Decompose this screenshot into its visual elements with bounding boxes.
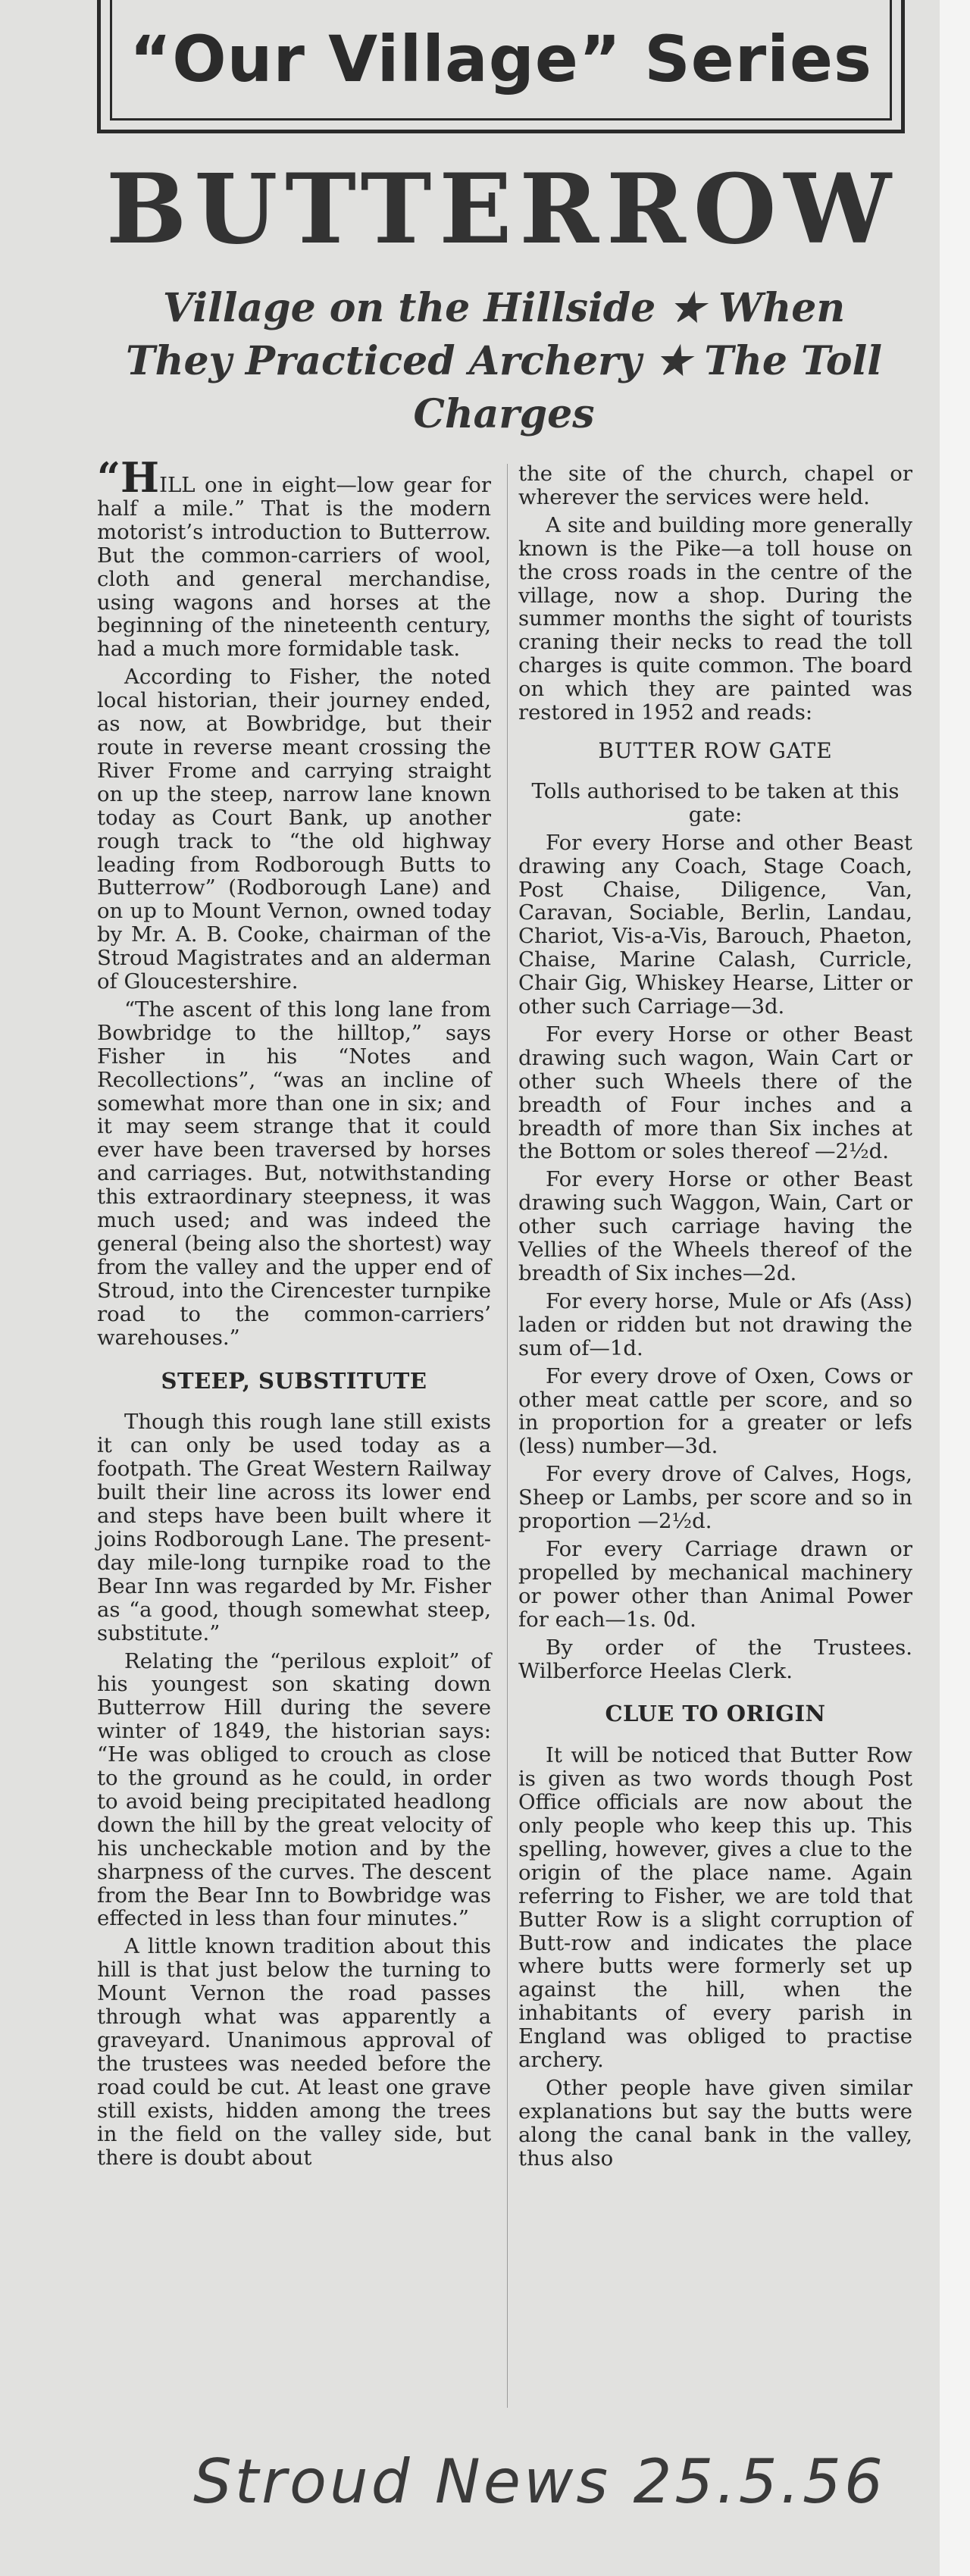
paper-edge [940, 0, 970, 2576]
section-heading: STEEP, SUBSTITUTE [161, 1367, 427, 1394]
toll-item: For every horse, Mule or Afs (Ass) laden or ridden but not drawing the sum of—1d. [518, 1288, 912, 1360]
trustees-order: By order of the Trustees. Wilberforce Heelas Clerk. [518, 1635, 912, 1683]
toll-item: For every drove of Calves, Hogs, Sheep or Lambs, per score and so in proportion —2½d. [518, 1462, 912, 1534]
paragraph: “The ascent of this long lane from Bowbridge to the hilltop,” says Fisher in his “Notes and Recollections”, “was an incline of somewhat more than one in six; and it may seem strange that it could ever have been traversed by horses and carriages. But, notwithstanding this extraordinary steepness, it was much used; and was indeed the general (being also the shortest) way from the valley and the upper end of Stroud, into the Cirencester turnpike road to the common-carriers’ warehouses.” [97, 997, 491, 1350]
series-title-frame [110, 0, 892, 121]
series-title-box [97, 0, 905, 133]
paragraph: Relating the “perilous exploit” of his youngest son skating down Butterrow Hill during the severe winter of 1849, the historian says: “He was obliged to crouch as close to the ground as he could, in order to avoid being precipitated headlong down the hill by the great velocity of his uncheckable motion and by the sharpness of the curves. The descent from the Bear Inn to Bowbridge was effected in less than four minutes.” [97, 1648, 491, 1931]
toll-item: For every Horse or other Beast drawing such wagon, Wain Cart or other such Wheels there of the breadth of Four inches and a breadth of more than Six inches at the Bottom or soles thereof —2½d. [518, 1022, 912, 1164]
paragraph-text: ILL one in eight—low gear for half a mile.” That is the modern motorist’s introduction to Butterrow. But the common-carriers of wool, cloth and general merchandise, using wagons and horses at the beginning of the nineteenth century, had a much more formidable task. [97, 473, 491, 662]
paragraph [97, 453, 491, 662]
drop-cap: “H [97, 453, 160, 502]
toll-board-heading: BUTTER ROW GATE [598, 737, 833, 763]
paragraph: A little known tradition about this hill is that just below the turning to Mount Vernon the road passes through what was apparently a graveyard. Unanimous approval of the trustees was needed before the road could be cut. At least one grave still exists, hidden among the trees in the field on the valley side, but there is doubt about [97, 1934, 491, 2170]
paragraph: A site and building more generally known is the Pike—a toll house on the cross roads in the centre of the village, now a shop. During the summer months the sight of tourists craning their necks to read the toll charges is quite common. The board on which they are painted was restored in 1952 and reads: [518, 512, 912, 725]
section-heading: CLUE TO ORIGIN [605, 1701, 826, 1727]
toll-item: For every Carriage drawn or propelled by mechanical machinery or power other than Animal Power for each—1s. 0d. [518, 1536, 912, 1632]
paragraph: Other people have given similar explanations but say the butts were along the canal bank in the valley, thus also [518, 2076, 912, 2171]
column-divider [507, 464, 508, 2408]
series-title: “Our Village” Series [130, 22, 872, 96]
subheadline: Village on the Hillside ★ When They Practiced Archery ★ The Toll Charges [125, 285, 883, 437]
paragraph: the site of the church, chapel or wherever the services were held. [518, 462, 912, 509]
paragraph: It will be noticed that Butter Row is given as two words though Post Office officials are now about the only people who keep this up. This spelling, however, gives a clue to the origin of the place name. Again referring to Fisher, we are told that Butter Row is a slight corruption of Butt-row and indicates the place where butts were formerly set up against the hill, when the inhabitants of every parish in England was obliged to practise archery. [518, 1743, 912, 2073]
handwritten-source-note: Stroud News 25.5.56 [193, 2446, 886, 2517]
toll-item: For every drove of Oxen, Cows or other meat cattle per score, and so in proportion for a greater or lefs (less) number—3d. [518, 1363, 912, 1459]
headline: BUTTERROW [105, 153, 900, 265]
toll-item: For every Horse and other Beast drawing any Coach, Stage Coach, Post Chaise, Diligence, Van, Caravan, Sociable, Berlin, Landau, Chariot, Vis-a-Vis, Barouch, Phaeton, Chaise, Marine Calash, Curricle, Chair Gig, Whiskey Hearse, Litter or other such Carriage—3d. [518, 830, 912, 1019]
tolls-intro: Tolls authorised to be taken at this gate: [531, 778, 900, 827]
toll-item: For every Horse or other Beast drawing such Waggon, Wain, Cart or other such carriage having the Vellies of the Wheels thereof of the breadth of Six inches—2d. [518, 1167, 912, 1285]
paragraph: Though this rough lane still exists it can only be used today as a footpath. The Great Western Railway built their line across its lower end and steps have been built where it joins Rodborough Lane. The present-day mile-long turnpike road to the Bear Inn was regarded by Mr. Fisher as “a good, though somewhat steep, substitute.” [97, 1410, 491, 1645]
left-column [97, 453, 491, 2174]
right-column [518, 462, 912, 2175]
paragraph: According to Fisher, the noted local historian, their journey ended, as now, at Bowbridge, but their route in reverse meant crossing the River Frome and carrying straight on up the steep, narrow lane known today as Court Bank, up another rough track to “the old highway leading from Rodborough Butts to Butterrow” (Rodborough Lane) and on up to Mount Vernon, owned today by Mr. A. B. Cooke, chairman of the Stroud Magistrates and an alderman of Gloucestershire. [97, 665, 491, 994]
